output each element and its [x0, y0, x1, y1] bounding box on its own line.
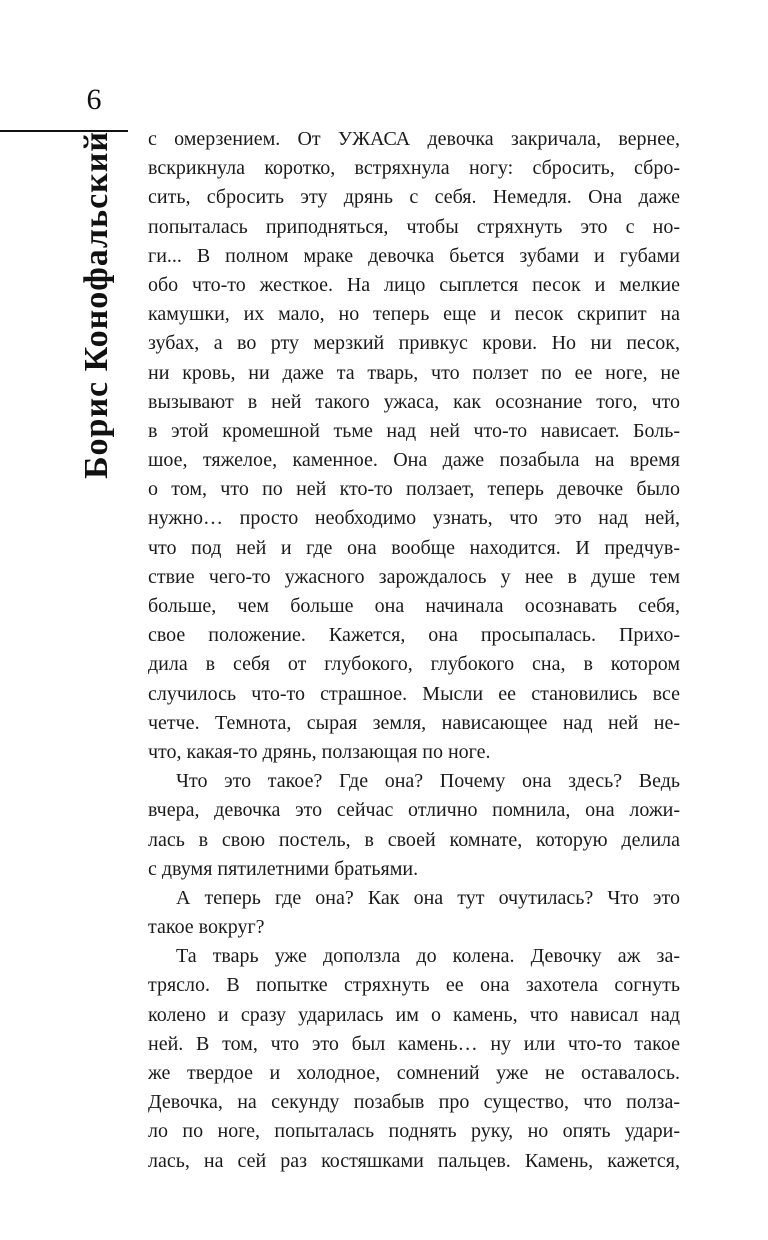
text-line: больше, чем больше она начинала осознавать себя, [148, 595, 680, 617]
paragraph [148, 767, 680, 884]
text-line: о том, что по ней кто-то ползает, теперь девочке было [148, 478, 680, 501]
text-line: шое, тяжелое, каменное. Она даже позабыла на время [148, 449, 680, 472]
text-line: обо что-то жесткое. На лицо сыплется песок и мелкие [148, 273, 680, 296]
text-line: ги... В полном мраке девочка бьется зубами и губами [148, 244, 680, 267]
text-line: с омерзением. От УЖАСА девочка закричала, вернее, [148, 128, 680, 150]
text-line: вызывают в ней такого ужаса, как осознание того, что [148, 390, 680, 413]
text-line: колено и сразу ударилась им о камень, что нависал над [148, 1003, 680, 1026]
paragraph [148, 125, 680, 767]
text-line: в этой кромешной тьме над ней что-то нависает. Боль- [148, 419, 680, 442]
text-line: такое вокруг? [148, 916, 265, 939]
text-line: Та тварь уже доползла до колена. Девочку аж за- [176, 945, 680, 968]
text-line: четче. Темнота, сырая земля, нависающее над ней не- [148, 711, 680, 734]
text-line: трясло. В попытке стряхнуть ее она захотела согнуть [148, 974, 680, 997]
text-line: ло по ноге, попыталась поднять руку, но опять удари- [148, 1120, 680, 1143]
text-line: лась в свою постель, в своей комнате, которую делила [148, 828, 680, 851]
text-line: вскрикнула коротко, встряхнула ногу: сбросить, сбро- [148, 157, 680, 180]
text-line: же твердое и холодное, сомнений уже не оставалось. [148, 1062, 680, 1084]
text-line: сить, сбросить эту дрянь с себя. Немедля. Она даже [148, 186, 680, 209]
paragraph [148, 884, 680, 942]
text-line: ней. В том, что это был камень… ну или что-то такое [148, 1032, 680, 1055]
text-line: случилось что-то страшное. Мысли ее становились все [148, 682, 680, 705]
text-line: вчера, девочка это сейчас отлично помнила, она ложи- [148, 799, 680, 822]
text-line: ствие чего-то ужасного зарождалось у нее в душе тем [148, 565, 680, 588]
text-line: Девочка, на секунду позабыв про существо, что полза- [148, 1091, 680, 1114]
text-line: лась, на сей раз костяшками пальцев. Камень, кажется, [148, 1149, 680, 1172]
paragraph [148, 942, 680, 1176]
text-line: нужно… просто необходимо узнать, что это над ней, [148, 507, 680, 530]
text-line: ни кровь, ни даже та тварь, что ползет по ее ноге, не [148, 361, 680, 384]
text-line: что, какая-то дрянь, ползающая по ноге. [148, 740, 491, 763]
text-block [148, 125, 680, 1176]
page-number: 6 [86, 83, 102, 116]
text-line: Что это такое? Где она? Почему она здесь? Ведь [176, 770, 680, 793]
text-line: А теперь где она? Как она тут очутилась? Что это [176, 886, 680, 909]
text-line: попыталась приподняться, чтобы стряхнуть это с но- [148, 215, 680, 238]
text-line: с двумя пятилетними братьями. [148, 857, 419, 880]
text-line: свое положение. Кажется, она просыпалась. Прихо- [148, 624, 680, 647]
text-line: камушки, их мало, но теперь еще и песок скрипит на [148, 303, 680, 326]
text-line: что под ней и где она вообще находится. И предчув- [148, 536, 680, 559]
text-line: зубах, а во рту мерзкий привкус крови. Но ни песок, [148, 332, 680, 355]
author-running-head: Борис Конофальский [78, 131, 115, 479]
text-line: дила в себя от глубокого, глубокого сна, в котором [148, 653, 680, 676]
